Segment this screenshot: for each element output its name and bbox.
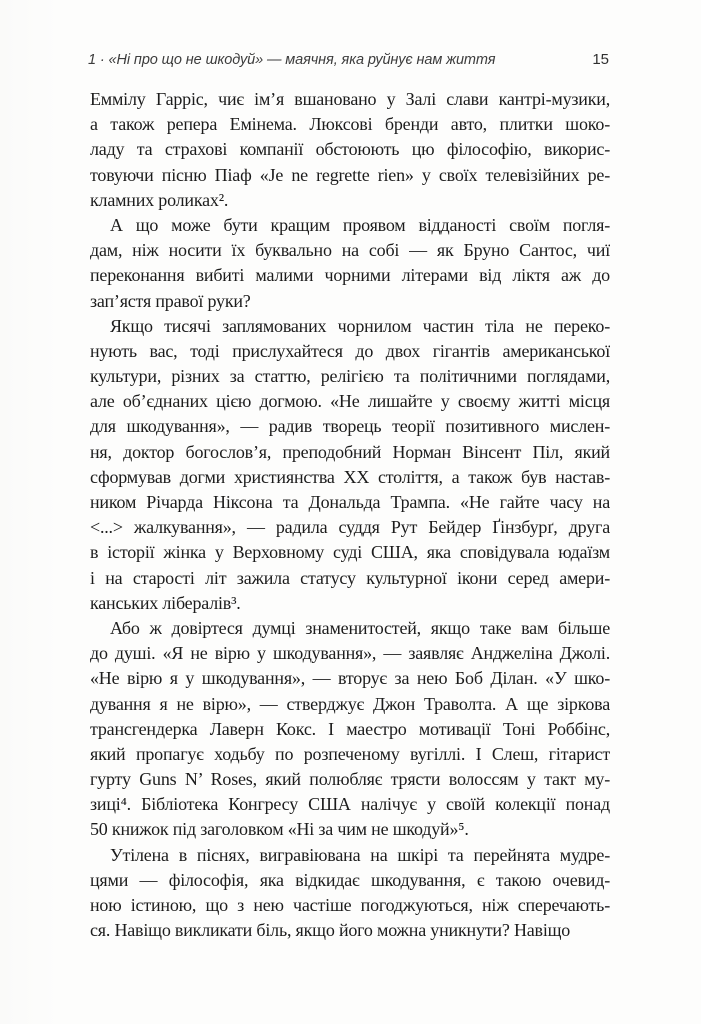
text-line: нують вас, тоді прислухайтеся до двох гігантів американської (90, 340, 610, 361)
text-line: ником Річарда Ніксона та Дональда Трампа. «Не гайте часу на (90, 492, 610, 512)
text-line: дам, ніж носити їх буквально на собі — як Бруно Сантос, чиї (90, 240, 610, 261)
body-text (90, 87, 610, 943)
text-line: але об’єднаних цією догмою. «Не лишайте у своєму житті місця (90, 391, 610, 412)
text-line: дування я не вірю», — стверджує Джон Траволта. А ще зіркова (90, 693, 610, 714)
text-line: ся. Навіщо викликати біль, якщо його можна уникнути? Навіщо (90, 920, 571, 941)
text-line: А що може бути кращим проявом відданості своїм погля- (110, 214, 610, 235)
text-line: канських лібералів³. (90, 592, 241, 613)
text-line: 50 книжок під заголовком «Ні за чим не шкодуй»⁵. (90, 819, 469, 840)
page-number: 15 (592, 51, 609, 68)
text-line: ня, доктор богослов’я, преподобний Норман Вінсент Піл, який (90, 441, 610, 462)
text-line: кламних роликах². (90, 189, 229, 210)
chapter-header-title: 1 · «Ні про що не шкодуй» — маячня, яка руйнує нам життя (88, 52, 496, 68)
paragraph (90, 616, 610, 843)
text-line: Утілена в піснях, вигравіювана на шкірі та перейнята мудре- (110, 844, 610, 865)
text-line: Якщо тисячі заплямованих чорнилом частин тіла не переко- (110, 315, 610, 336)
text-line: зап’ястя правої руки? (90, 290, 251, 311)
text-line: <...> жалкування», — радила суддя Рут Бейдер Ґінзбурґ, друга (90, 517, 610, 538)
text-line: який пропагує ходьбу по розпеченому вугіллі. І Слеш, гітарист (90, 743, 610, 764)
text-line: зиці⁴. Бібліотека Конгресу США налічує у своїй колекції понад (90, 794, 610, 815)
text-line: «Не вірю я у шкодування», — вторує за нею Боб Ділан. «У шко- (90, 668, 610, 689)
running-header (88, 51, 609, 68)
text-line: для шкодування», — радив творець теорії позитивного мислен- (90, 416, 610, 437)
text-line: сформував догми християнства XX століття, а також був настав- (90, 466, 610, 487)
text-line: Або ж довіртеся думці знаменитостей, якщо таке вам більше (110, 617, 610, 638)
text-line: ладу та страхові компанії обстоюють цю філософію, викорис- (90, 139, 610, 160)
text-line: і на старості літ зажила статусу культурної ікони серед амери- (90, 567, 610, 588)
paragraph (90, 314, 610, 616)
text-line: культури, різних за статтю, релігією та політичними поглядами, (90, 366, 610, 387)
text-line: товуючи пісню Піаф «Je ne regrette rien» у своїх телевізійних ре- (90, 164, 610, 185)
text-line: Еммілу Гарріс, чиє ім’я вшановано у Залі слави кантрі-музики, (90, 89, 610, 109)
text-line: до душі. «Я не вірю у шкодування», — заявляє Анджеліна Джолі. (90, 643, 610, 664)
text-line: переконання вибиті малими чорними літерами від ліктя аж до (90, 265, 610, 286)
text-line: гурту Guns N’ Roses, який полюбляє трясти волоссям у такт му- (90, 769, 610, 790)
text-line: ною істиною, що з нею частіше погоджуються, ніж сперечають- (90, 895, 610, 915)
paragraph (90, 213, 610, 314)
text-line: трансгендерка Лаверн Кокс. І маестро мотивації Тоні Роббінс, (90, 718, 610, 739)
paragraph (90, 87, 610, 213)
text-line: цями — філософія, яка відкидає шкодування, є такою очевид- (90, 869, 610, 890)
text-line: в історії жінка у Верховному суді США, яка сповідувала юдаїзм (90, 542, 610, 563)
text-line: а також репера Емінема. Люксові бренди авто, плитки шоко- (90, 114, 610, 135)
paragraph (90, 843, 610, 944)
